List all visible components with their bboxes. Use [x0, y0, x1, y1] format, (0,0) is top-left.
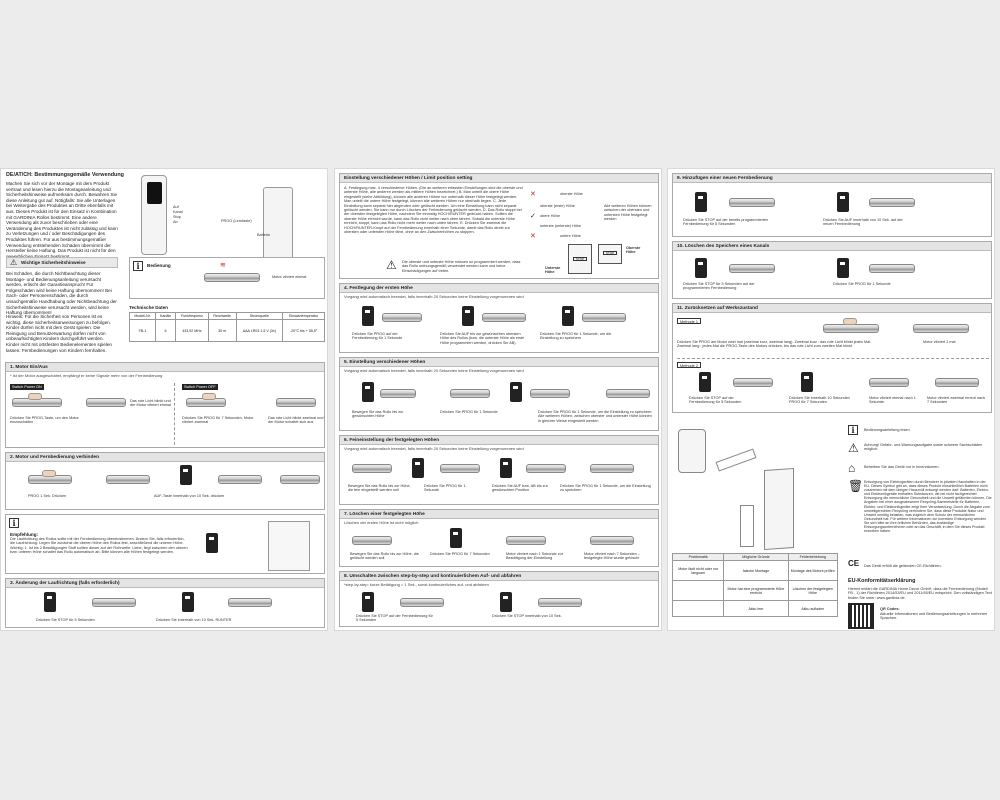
remote-icon: [450, 528, 462, 548]
s6-caption-3: Drücken Sie AUF bzw. AB bis zur gewünschten Position: [492, 484, 548, 493]
s5-caption-2: Drücken Sie PROG für 1 Sekunde: [440, 410, 498, 414]
section-9: [672, 173, 992, 237]
height-label: untere Höhe: [560, 234, 581, 238]
tech-title: Technische Daten: [129, 305, 168, 310]
motor-box-illustration: [764, 468, 794, 550]
s2-caption-1: PROG 1 Sek. Drücken: [28, 494, 67, 498]
section-7: [339, 509, 659, 567]
method-1-badge: Methode 1: [677, 318, 701, 324]
s1-caption-4: Das rote Licht blinkt zweimal und der Motor schaltet sich aus: [268, 416, 324, 425]
method-2-badge: Methode 2: [677, 362, 701, 368]
section-6: [339, 435, 659, 505]
height-label: oberste Höhe: [560, 192, 583, 196]
trouble-cell: Motor läuft nicht oder nur langsam: [673, 561, 724, 581]
limit-text: A. Festlegung max. 4 verschiedener Höhen. (Die an weiteren erfassten Einstellungen sind die oberste und unterste Höhe, alle anderen werden als mittlere Höhen bezeichnet.) B. Man unteilt die obere Höhe eingestellt (siehe Abbildung), können alle anderen Höhen nur unterhalb dieser Höhe festgelegt werden. Man unteilt die untere Höhe festgelegt, können alle weiteren Höhen nur oberhalb liegen. C. Jede Einstellung kann separat hier abgerufen oder gelöscht werden. Um eine Einstellung kann nicht separat gelöscht werden. Sie kann nur durch Löschen der Ferbedienung gelöscht werden. D. Das Rollo stoppt bei der obersten festgelegten Höhe, nachdem Sie einmalig HOCH/RUNTER gedrückt haben. Sollten die oberste Höhe erreicht wurde, kann das Rollo nicht weiter nach oben fahren. Sobald die unterste Höhe erreicht, stoppt, kann das Rollo nicht mehr weiter nach unten fahren. E. Drücken Sie zweimal die HOCH/RUNTER-Knopf auf der Fernbedienung innerhalb einer Sekunde, damit das Rollo direkt zur obersten oder untersten Höhe fährt, ohne an den Zwischenhöhen zu stoppen.: [344, 186, 523, 235]
height-label: oberste (erste) Höhe: [540, 204, 575, 208]
roller-blind: [590, 464, 634, 473]
remote-icon: [562, 306, 574, 326]
remote-front-illustration: [678, 429, 706, 473]
trouble-cell: Akku leer: [724, 601, 788, 617]
section-3-title: 3. Änderung der Laufrichtung (falls erforderlich): [6, 579, 324, 588]
section-10: [672, 241, 992, 299]
recommendation-box: [5, 514, 325, 574]
switch-on-label: Switch Power ON: [12, 385, 42, 389]
indoor-icon: ⌂: [848, 461, 856, 475]
hand-icon: [42, 470, 56, 477]
section-1-title: 1. Motor Ein/Aus: [6, 363, 324, 372]
tech-header: Stromquelle: [236, 313, 283, 320]
weee-bin-icon: 🗑: [848, 479, 864, 493]
trouble-cell: Montage des Motors prüfen: [788, 561, 837, 581]
roller-blind: [823, 324, 879, 333]
hand-icon: [202, 393, 216, 400]
remote-label-stop: Stop: [173, 215, 181, 219]
ce-icon: CE: [848, 559, 860, 568]
tech-cell: 433,92 MHz: [175, 320, 208, 342]
trouble-header: Fehlerbehebung: [788, 554, 837, 561]
section-11-title: 11. Zurücksetzen auf Werkszustand: [673, 304, 991, 313]
s4-caption-1: Drücken Sie PROG auf der Fernbedienung für 1 Sekunde: [352, 332, 403, 341]
section-5-subtitle: Vorgang wird automatisch beendet, falls innerhalb 20 Sekunden keine Einstellung vorgenommen wird: [344, 368, 524, 373]
roller-blind: [590, 536, 634, 545]
m2-caption-2: Drücken Sie innerhalb 10 Sekunden PROG für 7 Sekunden: [789, 396, 850, 405]
remote-display: [147, 182, 162, 204]
remote-icon: [362, 382, 374, 402]
tech-cell: 6: [156, 320, 176, 342]
s1-caption-3: Drücken Sie PROG für 7 Sekunden, Motor vibriert zweimal: [182, 416, 254, 425]
recommendation-text: Die Laufrichtung des Rollos sollte mit der Fernbedienung übereinstimmen. Ändern Sie, falls erforderlich, die Laufrichtung. Legen Sie zunächst die oberen Höhe des Rollos fest, anschließend die unteren Höhe. Wichtig: 1. Ist bis 2 Bestätigungen Stoff sollten dieser auf der Rohrwelle. Liebe, liegt zwischen den oberen bzw. unteren Höhe schaltet das Rollo automatisch ab. Bitte können alle Höhen festgelegt werden.: [10, 537, 188, 555]
s3-caption-1: Drücken Sie STOP für 5 Sekunden: [36, 618, 95, 622]
s8-caption-1: Drücken Sie STOP auf der Fernbedienung für 5 Sekunden: [356, 614, 433, 623]
check-icon: ✓: [530, 213, 536, 220]
roller-blind: [92, 598, 136, 607]
bracket-illustration: [740, 505, 754, 547]
stop-box: STOP: [603, 251, 617, 255]
manual-icon: i: [848, 425, 858, 435]
roller-blind: [276, 398, 316, 407]
lower-height-label: Unterste Höhe: [545, 266, 561, 275]
warning-text: Bei Schäden, die durch Nichtbeachtung dieser Montage- und Bedienungsanleitung verursacht werden, erlischt der Garantieanspruch! Für Folgeschäden wird keine Haftung übernommen! Bei Sach- oder Personenschäden, die durch unsachgemäße Handhabung oder Nichtbeachtung der Sicherheitshinweise verursacht werden, wird keine Haftung übernommen!: [6, 271, 117, 316]
trouble-cell: Motor hat eine programmierte Höhe erreicht: [724, 581, 788, 601]
battery-cover-illustration: [715, 448, 756, 471]
s6-caption-2: Drücken Sie PROG für 1 Sekunde: [424, 484, 466, 493]
window-blind-illustration: [268, 521, 310, 571]
section-2: [5, 452, 325, 510]
roller-blind: [913, 324, 969, 333]
remote-icon: [500, 458, 512, 478]
safety-text: Machen Sie sich vor der Montage mit dem Produkt vertraut und lesen hierzu die Montageanleitung und Sicherheitshinweise aufmerksam durch. Bewahren Sie diese Anleitung gut auf. Nötigfalls: Sie alle Unterlagen bei Weitergabe des Produktes an Dritte ebenfalls mit aus. Dieses Produkt ist für den Einsatz in Kombination mit GARDINIA Rollos bestimmt. Eine andere Verwendung als zuvor beschrieben oder eine Veränderung des Produktes ist nicht zulässig und kann zu Verletzungen und / oder Beschädigungen des Produktes führen. Für aus bestimmungsgemäßer Verwendung entstehenden Schäden übernimmt der Hersteller keine Haftung. Das Produkt ist nicht für den: [6, 181, 118, 254]
s4-caption-2: Drücken Sie AUF bis zur gewünschten obersten Höhe des Rollos (bzw. die unterste Höhe als erste Höhe programmiert werden, drücken Sie AB): [440, 332, 525, 345]
s6-caption-4: Drücken Sie PROG für 1 Sekunde, um die Einstellung zu speichern: [560, 484, 651, 493]
info-row-4: Entsorgung von Elektrogeräten durch Benutzer in privaten Haushalten in der EU. Dieses Symbol gibt an, dass dieses Produkt einschließlich Batterien nicht zusammen mit dem übrigen Hausmüll entsorgt werden darf. Batterien, Elektro- und Elektronikgeräte enthalten Substanzen, die bei nicht fachgerechter Entsorgung die menschliche Gesundheit und die Umwelt gefährden können. Die Angaben bei einer ausgewiesenen Recycling-Sammelstelle für Batterien, Elektro- und Elektronikgeräte zeigt Ihrer Verantwortung. Durch die Abgabe zum umweltgerechten Recycling verhindern Sie, dass diese Produkte Natur und Umwelt unnötig belasten, was zugleich dem Schutz der menschlichen Gesundheit hat. Für weitere Informationen zur korrekten Entsorgung wenden Sie sich bitte an Ihre örtlichen Behörden, das zuständige Entsorgungsunternehmen oder an das Geschäft, in dem Sie dieses Produkt erworben haben.: [864, 480, 992, 534]
roller-blind: [869, 264, 915, 273]
page-right: [667, 168, 995, 631]
section-3: [5, 578, 325, 628]
warning-banner: [6, 257, 118, 268]
tech-header: Einsatztemperatur: [283, 313, 325, 320]
trouble-cell: falsche Montage: [724, 561, 788, 581]
divider: [677, 358, 989, 359]
table-row: [673, 601, 838, 617]
trouble-header: Mögliche Gründe: [724, 554, 788, 561]
remote-label-down: Ab: [173, 220, 178, 224]
section-7-subtitle: Löschen der ersten Höhe ist nicht möglich: [344, 520, 419, 525]
stop-box: STOP: [573, 257, 587, 261]
page-middle: [334, 168, 662, 631]
danger-icon: ⚠: [848, 441, 859, 455]
s7-caption-4: Motor vibriert nach 7 Sekunden – festgelegte Höhe wurde gelöscht: [584, 552, 640, 561]
s1-caption-1: Drücken Sie PROG-Taste, um den Motor einzuschalten: [10, 416, 79, 425]
remote-label-up: Auf: [173, 205, 179, 209]
remote-icon: [180, 465, 192, 485]
info-row-2: Achtung! Gefahr- und Warnungsaufgabe sowie schwere Sachschäden möglich.: [864, 443, 983, 452]
section-4-subtitle: Vorgang wird automatisch beendet, falls innerhalb 20 Sekunden keine Einstellung vorgenommen wird: [344, 294, 524, 299]
limit-title: Einstellung verschiedener Höhen / Limit position setting: [340, 174, 658, 183]
hint-text: Hinweis: Für die Sicherheit von Personen ist es wichtig, diese Sicherheitsanweisungen zu befolgen. Kinder dürfen nicht mit dem Gerät spielen. Die Reinigung und Benutzerwartung dürfen nicht von unbeaufsichtigten Kindern durchgeführt werden. Kinder nicht mit ortsfesten Bedienelementen spielen lassen. Fernbedienungen von Kindern fernhalten.: [6, 314, 112, 353]
section-5: [339, 357, 659, 431]
height-note: Alle weiteren Höhen können zwischen der obersten und untersten Höhe festgelegt werden: [604, 204, 652, 222]
tech-header: Kanäle: [156, 313, 176, 320]
trouble-cell: [673, 601, 724, 617]
roller-blind: [869, 378, 909, 387]
troubleshooting-table: [672, 553, 838, 617]
section-4: [339, 283, 659, 353]
remote-icon: [695, 192, 707, 212]
remote-icon: [695, 258, 707, 278]
motor-text: Motor vibriert einmal: [272, 275, 307, 279]
s9-caption-2: Drücken Sie AUF innerhalb von 10 Sek. auf der neuen Fernbedienung: [823, 218, 903, 227]
height-warning: Die oberste und unterste Höhe müssen so programmiert werden, dass das Rollo ordnungsgemäß verwendet werden kann und keine Einschädigungen auf treten.: [402, 260, 521, 273]
limit-setting-box: [339, 173, 659, 279]
tech-cell: -20°C bis + 55,5°: [283, 320, 325, 342]
blind-lower-illustration: [568, 244, 592, 274]
roller-blind: [729, 264, 775, 273]
remote-illustration: [141, 175, 167, 255]
section-6-subtitle: Vorgang wird automatisch beendet, falls innerhalb 20 Sekunden keine Einstellung vorgenommen wird: [344, 446, 524, 451]
section-1-subtitle: * Ist der Motor ausgeschaltet, empfängt er keine Signale mehr von der Fernbedienung: [10, 373, 163, 378]
roller-blind: [582, 313, 626, 322]
prog-label: PROG (Lernfaste): [221, 219, 252, 223]
roller-blind: [380, 389, 416, 398]
info-icon: i: [133, 261, 143, 271]
trouble-header-row: [673, 554, 838, 561]
divider: [174, 383, 175, 445]
hand-icon: [843, 318, 857, 325]
roller-blind: [228, 598, 272, 607]
section-9-title: 9. Hinzufügen einer neuen Fernbedienung: [673, 174, 991, 183]
roller-blind: [352, 536, 392, 545]
s4-caption-3: Drücken Sie PROG für 1 Sekunde, um die Einstellung zu speichern: [540, 332, 612, 341]
section-7-title: 7. Löschen einer festgelegten Höhe: [340, 510, 658, 519]
s1-caption-2: Das rote Licht blinkt und der Motor vibriert einmal: [130, 399, 171, 408]
height-label: obere Höhe: [540, 214, 560, 218]
s5-caption-1: Bewegen Sie das Rollo bis zur gewünschten Höhe: [352, 410, 404, 419]
qr-title: QR Codes:: [880, 607, 900, 611]
page-left: [0, 168, 328, 631]
roller-blind: [935, 378, 979, 387]
section-2-title: 2. Motor und Fernbedienung verbinden: [6, 453, 324, 462]
roller-blind: [400, 598, 444, 607]
switch-off-label: Switch Power OFF: [184, 385, 216, 389]
tech-cell: 30 m: [208, 320, 236, 342]
remote-icon: [699, 372, 711, 392]
section-6-title: 6. Feineinstellung der festgelegten Höhen: [340, 436, 658, 445]
tech-value-row: [130, 320, 325, 342]
info-icon: i: [9, 518, 19, 528]
tech-header: Modell-Nr.: [130, 313, 156, 320]
cross-icon: ✕: [530, 233, 536, 240]
s10-caption-2: Drücken Sie PROG für 1 Sekunde: [833, 282, 891, 286]
s5-caption-3: Drücken Sie PROG für 1 Sekunde, um die Einstellung zu speichern. Alle weiteren Höhen, zwischen oberster und unterster Höhe können in gleicher Weise eingestellt werden: [538, 410, 653, 423]
section-4-title: 4. Festlegung der ersten Höhe: [340, 284, 658, 293]
remote-icon: [412, 458, 424, 478]
s6-caption-1: Bewegen Sie das Rollo bis zur Höhe, die fein eingestellt werden soll: [348, 484, 411, 493]
trouble-header: Problematik: [673, 554, 724, 561]
blind-upper-illustration: [598, 244, 622, 264]
roller-blind: [450, 389, 490, 398]
remote-icon: [837, 258, 849, 278]
qr-code-icon: [848, 603, 874, 629]
remote-icon: [362, 592, 374, 612]
battery-label: Batterie: [257, 233, 271, 237]
tech-table: [129, 312, 325, 342]
roller-blind: [86, 398, 126, 407]
roller-blind: [526, 464, 566, 473]
roller-blind: [530, 389, 570, 398]
remote-label-channel: Kanal: [173, 210, 183, 214]
roller-blind: [352, 464, 392, 473]
vibrate-icon: ≋: [220, 262, 226, 269]
roller-blind: [106, 475, 150, 484]
s7-caption-3: Motor vibriert nach 1 Sekunde zur Bestätigung der Einstellung: [506, 552, 563, 561]
section-8-subtitle: *step-by-step: kurze Betätigung = 1 Sek., sonst kontinuierliches auf- und abfahren: [344, 582, 489, 587]
section-5-title: 5. Einstellung verschiedener Höhen: [340, 358, 658, 367]
eu-text: Hiermit erklärt die GARDINIA Home Decor GmbH, dass die Fernbedienung (Modell FB - 1) der Richtlinien 2014/53/EU und 2011/65/EU entspricht. Den vollständigen Text finden Sie unter: www.gardinia.de.: [848, 587, 992, 600]
roller-blind: [440, 464, 480, 473]
roller-blind: [729, 198, 775, 207]
s3-caption-2: Drücken Sie innerhalb von 10 Sek. RUNTER: [156, 618, 232, 622]
table-row: [673, 581, 838, 601]
s7-caption-2: Drücken Sie PROG für 7 Sekunden: [430, 552, 490, 556]
info-row-5: Das Gerät erfüllt die geltenden CE-Richtlinien.: [864, 564, 942, 568]
tech-cell: AAA LR03 1,5 V (3x): [236, 320, 283, 342]
remote-icon: [44, 592, 56, 612]
roller-blind: [382, 313, 422, 322]
cross-icon: ✕: [530, 191, 536, 198]
section-1: [5, 362, 325, 448]
tech-header: Funkfrequenz: [175, 313, 208, 320]
remote-icon: [182, 592, 194, 612]
qr-text: Aktuelle Informationen und Bedienungsanleitungen in mehreren Sprachen.: [880, 612, 988, 621]
hand-icon: [28, 393, 42, 400]
roller-blind: [606, 389, 650, 398]
tech-cell: FB-1: [130, 320, 156, 342]
remote-icon: [462, 306, 474, 326]
height-label: unterste (unterste) Höhe: [540, 224, 582, 228]
info-row-1: Bedienungsanleitung lesen.: [864, 428, 911, 432]
trouble-cell: Akku aufladen: [788, 601, 837, 617]
section-11: [672, 303, 992, 413]
s7-caption-1: Bewegen Sie das Rollo bis zur Höhe, die gelöscht werden soll: [350, 552, 419, 561]
motor-illustration: [263, 187, 293, 265]
section-8-title: 8. Umschalten zwischen step-by-step und kontinuierlichem Auf- und abfahren: [340, 572, 658, 581]
s10-caption-1: Drücken Sie STOP für 5 Sekunden auf der programmierten Fernbedienung: [683, 282, 755, 291]
remote-icon: [206, 533, 218, 553]
remote-icon: [837, 192, 849, 212]
method-1-text: Drücken Sie PROG am Motor zwei mal (zweimal kurz, zweimal lang). Zweimal kurz : das rote Licht blinkt jedes Mal. Zweimal lang : jedes Mal die PROG-Taste des Motors drücken, bis das rote Licht zum zweiten Mal blinkt: [677, 340, 872, 349]
tech-header-row: [130, 313, 325, 320]
warning-icon: ⚠: [386, 258, 397, 272]
s2-caption-2: AUF-Taste innerhalb von 10 Sek. drücken: [154, 494, 225, 498]
s8-caption-2: Drücken Sie STOP innerhalb von 10 Sek.: [492, 614, 562, 618]
roller-blind: [733, 378, 773, 387]
m2-caption-3: Motor vibriert einmal nach 1 Sekunde: [869, 396, 916, 405]
upper-height-label: Oberste Höhe: [626, 246, 641, 255]
roller-blind: [538, 598, 582, 607]
warning-title: Wichtige Sicherheitshinweise: [21, 260, 86, 265]
tech-header: Reichweite: [208, 313, 236, 320]
roller-blind: [204, 273, 260, 282]
info-row-3: Betreiben Sie das Gerät nur in Innenräumen.: [864, 465, 940, 469]
remote-icon: [362, 306, 374, 326]
m2-caption-1: Drücken Sie STOP auf der Fernbedienung für 5 Sekunden: [689, 396, 742, 405]
roller-blind: [869, 198, 915, 207]
eu-title: EU-Konformitätserklärung: [848, 578, 916, 584]
warning-icon: ⚠: [10, 258, 18, 267]
operation-box: [129, 257, 325, 299]
section-8: [339, 571, 659, 627]
trouble-cell: [673, 581, 724, 601]
method-1-result: Motor vibriert 2 mal: [923, 340, 956, 344]
roller-blind: [218, 475, 262, 484]
roller-blind: [482, 313, 526, 322]
safety-title: DE/AT/CH: Bestimmungsgemäße Verwendung: [6, 172, 124, 178]
recommendation-title: Empfehlung:: [10, 532, 39, 537]
roller-blind: [280, 475, 320, 484]
roller-blind: [506, 536, 546, 545]
section-10-title: 10. Löschen des Speichers eines Kanals: [673, 242, 991, 251]
s9-caption-1: Drücken Sie STOP auf der bereits programmierten Fernbedienung für 5 Sekunden: [683, 218, 769, 227]
m2-caption-4: Motor vibriert zweimal erneut nach 7 Sekunden: [927, 396, 986, 405]
remote-icon: [510, 382, 522, 402]
trouble-cell: Löschen der festgelegten Höhe: [788, 581, 837, 601]
remote-icon: [801, 372, 813, 392]
operation-label: Bedienung: [147, 263, 171, 268]
remote-icon: [500, 592, 512, 612]
table-row: [673, 561, 838, 581]
